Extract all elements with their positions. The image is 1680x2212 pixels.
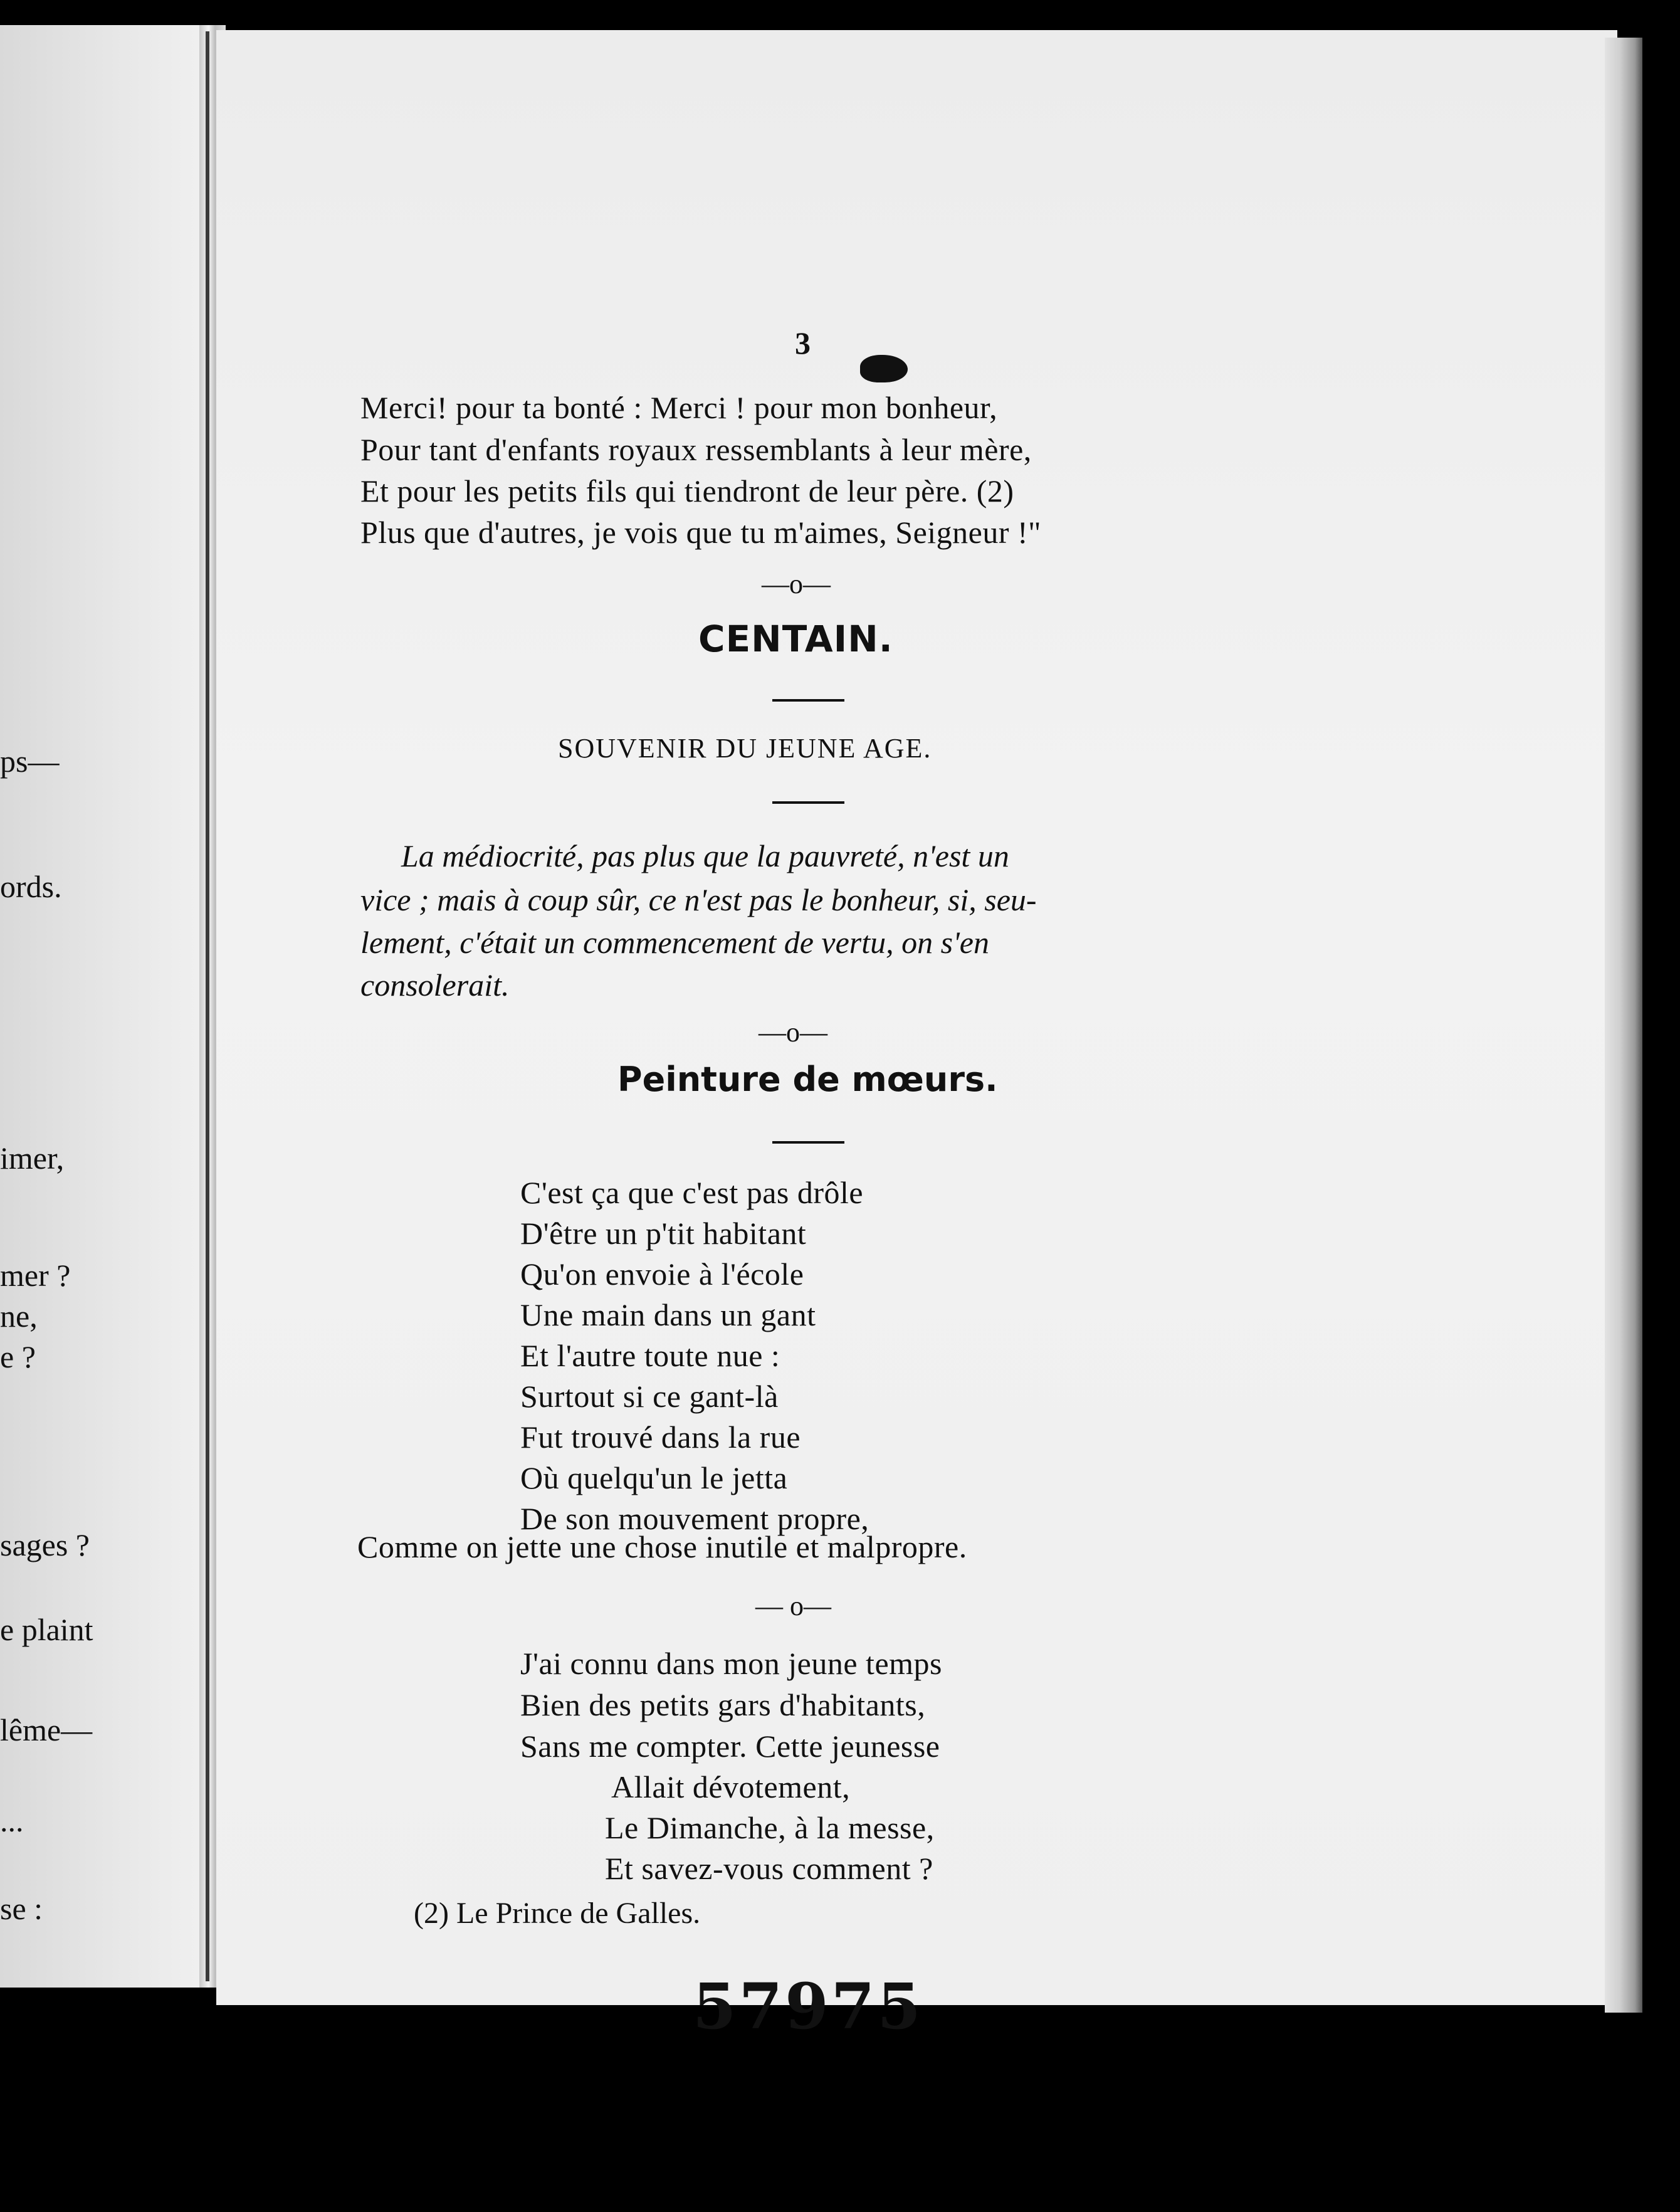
page-number: 3: [795, 325, 811, 361]
poem-line: Fut trouvé dans la rue: [520, 1419, 801, 1455]
left-fragment: sages ?: [0, 1527, 90, 1562]
left-fragment: lême—: [0, 1712, 93, 1747]
footnote: (2) Le Prince de Galles.: [414, 1897, 701, 1930]
page-edge-shadow: [1605, 38, 1642, 2013]
stanza-line: Et pour les petits fils qui tiendront de leur père. (2): [360, 473, 1014, 508]
poem-line: Sans me compter. Cette jeunesse: [520, 1729, 940, 1764]
poem-line: D'être un p'tit habitant: [520, 1216, 807, 1251]
section-title-centain: CENTAIN.: [698, 618, 893, 660]
poem-line: De son mouvement propre,: [520, 1501, 869, 1536]
short-rule: [772, 801, 844, 804]
left-fragment: ...: [0, 1803, 24, 1838]
poem-line: C'est ça que c'est pas drôle: [520, 1175, 864, 1210]
prose-line: La médiocrité, pas plus que la pauvreté, n'est un: [401, 838, 1009, 873]
short-rule: [772, 699, 844, 702]
poem-line: Bien des petits gars d'habitants,: [520, 1687, 926, 1722]
stanza-line: Pour tant d'enfants royaux ressemblants à leur mère,: [360, 432, 1032, 467]
poem-line: Comme on jette une chose inutile et malpropre.: [357, 1529, 967, 1564]
left-fragment: ne,: [0, 1298, 38, 1334]
stamp-number: 57975: [693, 1969, 923, 2043]
left-fragment: e ?: [0, 1339, 36, 1374]
section-subtitle: SOUVENIR DU JEUNE AGE.: [558, 733, 932, 764]
left-fragment: ords.: [0, 869, 62, 904]
poem-line: Où quelqu'un le jetta: [520, 1460, 788, 1495]
poem-line: Allait dévotement,: [611, 1769, 851, 1804]
stanza-line: Plus que d'autres, je vois que tu m'aimes, Seigneur !": [360, 515, 1042, 550]
prose-line: consolerait.: [360, 967, 510, 1003]
prose-line: vice ; mais à coup sûr, ce n'est pas le bonheur, si, seu-: [360, 882, 1037, 917]
separator: —o—: [762, 569, 831, 599]
spine-fold-line: [206, 31, 209, 1981]
poem-line: Une main dans un gant: [520, 1297, 816, 1332]
left-fragment: mer ?: [0, 1258, 71, 1293]
left-fragment: se :: [0, 1891, 43, 1926]
prose-line: lement, c'était un commencement de vertu, on s'en: [360, 925, 989, 960]
left-fragment: imer,: [0, 1140, 65, 1176]
separator: — o—: [755, 1591, 831, 1621]
left-partial-page: [0, 25, 207, 1988]
left-fragment: ps—: [0, 744, 60, 779]
ink-blot-mark: [860, 355, 908, 382]
short-rule: [772, 1141, 844, 1144]
poem-line: Surtout si ce gant-là: [520, 1379, 779, 1414]
stanza-line: Merci! pour ta bonté : Merci ! pour mon bonheur,: [360, 390, 998, 425]
poem-line: Qu'on envoie à l'école: [520, 1256, 804, 1292]
poem-line: Le Dimanche, à la messe,: [605, 1810, 935, 1845]
poem-line: Et l'autre toute nue :: [520, 1338, 780, 1373]
poem-line: J'ai connu dans mon jeune temps: [520, 1646, 942, 1681]
poem-line: Et savez-vous comment ?: [605, 1851, 933, 1886]
left-fragment: e plaint: [0, 1612, 93, 1647]
section-title-peinture: Peinture de mœurs.: [617, 1060, 998, 1099]
separator: —o—: [759, 1017, 827, 1048]
